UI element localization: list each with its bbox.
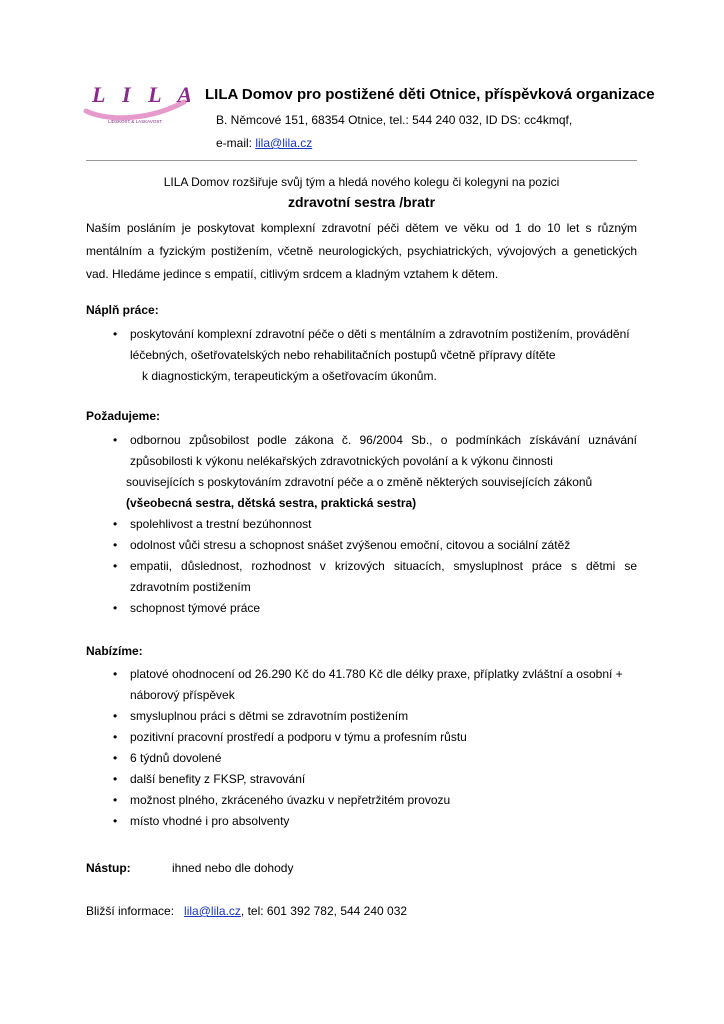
offer-text: pozitivní pracovní prostředí a podporu v týmu a profesním růstu <box>130 730 467 744</box>
duty-line-1: poskytování komplexní zdravotní péče o děti s mentálním a zdravotním postižením, provádění <box>130 327 630 341</box>
bullet-icon: • <box>113 793 118 807</box>
contact-phones: , tel: 601 392 782, 544 240 032 <box>240 904 408 918</box>
bullet-icon: • <box>113 517 118 531</box>
bullet-icon: • <box>113 772 118 786</box>
start-label: Nástup: <box>86 861 131 875</box>
requirement-text: spolehlivost a trestní bezúhonnost <box>130 517 312 531</box>
list-item <box>0 664 724 706</box>
list-item <box>0 769 724 790</box>
position-title: zdravotní sestra /bratr <box>287 194 436 210</box>
duty-line-3: k diagnostickým, terapeutickým a ošetřovacím úkonům. <box>142 369 437 383</box>
offer-text: platové ohodnocení od 26.290 Kč do 41.780 Kč dle délky praxe, příplatky zvláštní a osobní + náborový příspěvek <box>130 667 623 702</box>
email-label: e-mail: <box>216 136 256 150</box>
contact-info <box>86 904 407 918</box>
offer-text: 6 týdnů dovolené <box>130 751 222 765</box>
qualification-line-3: souvisejících s poskytováním zdravotní péče a o změně některých souvisejících zákonů <box>126 475 593 489</box>
list-item <box>0 727 724 748</box>
bullet-icon: • <box>113 751 118 765</box>
lila-logo <box>80 78 190 128</box>
organization-name: LILA Domov pro postižené děti Otnice, příspěvková organizace <box>205 86 655 103</box>
bullet-icon: • <box>113 327 118 341</box>
organization-email-line <box>216 136 312 150</box>
bullet-icon: • <box>113 814 118 828</box>
list-item <box>0 598 724 619</box>
list-item <box>0 514 724 535</box>
offer-text: další benefity z FKSP, stravování <box>130 772 306 786</box>
lila-logo-graphic <box>80 78 190 128</box>
list-item <box>0 430 724 514</box>
list-item <box>0 324 724 387</box>
duties-heading: Náplň práce: <box>86 303 159 317</box>
requirement-text: odolnost vůči stresu a schopnost snášet zvýšenou emoční, citovou a sociální zátěž <box>130 538 571 552</box>
bullet-icon: • <box>113 538 118 552</box>
list-item <box>0 535 724 556</box>
requirement-text: schopnost týmové práce <box>130 601 261 615</box>
list-item <box>0 811 724 832</box>
requirements-list <box>0 430 724 619</box>
requirement-text: empatii, důslednost, rozhodnost v krizových situacích, smysluplnost práce s dětmi se zdravotním postižením <box>130 559 637 594</box>
organization-address: B. Němcové 151, 68354 Otnice, tel.: 544 240 032, ID DS: cc4kmqf, <box>216 113 573 127</box>
offer-text: místo vhodné i pro absolventy <box>130 814 290 828</box>
requirements-heading: Požadujeme: <box>86 409 161 423</box>
offer-text: smysluplnou práci s dětmi se zdravotním postižením <box>130 709 409 723</box>
header-email-link[interactable]: lila@lila.cz <box>255 136 313 150</box>
start-value: ihned nebo dle dohody <box>172 861 294 875</box>
qualification-line-2: způsobilosti k výkonu nelékařských zdravotnických povolání a k výkonu činnosti <box>130 454 553 468</box>
bullet-icon: • <box>113 559 118 573</box>
list-item <box>0 556 724 598</box>
contact-email-link[interactable]: lila@lila.cz <box>184 904 241 918</box>
bullet-icon: • <box>113 667 118 681</box>
list-item <box>0 748 724 769</box>
start-date <box>86 861 293 875</box>
bullet-icon: • <box>113 730 118 744</box>
bullet-icon: • <box>113 601 118 615</box>
intro-text: LILA Domov rozšiřuje svůj tým a hledá nového kolegu či kolegyni na pozici <box>163 175 560 189</box>
logo-tagline: LIDSKOST & LASKAVOST <box>108 119 163 124</box>
duties-list <box>0 324 724 387</box>
logo-text: L I L A <box>92 82 190 107</box>
list-item <box>0 790 724 811</box>
qualification-types: (všeobecná sestra, dětská sestra, praktická sestra) <box>126 496 417 510</box>
list-item <box>0 706 724 727</box>
offer-list <box>0 664 724 832</box>
duty-line-2: léčebných, ošetřovatelských nebo rehabilitačních postupů včetně přípravy dítěte <box>130 348 556 362</box>
header-divider <box>86 160 637 161</box>
contact-label: Bližší informace: <box>86 904 175 918</box>
qualification-line-1: odbornou způsobilost podle zákona č. 96/2004 Sb., o podmínkách získávání uznávání <box>130 433 637 447</box>
bullet-icon: • <box>113 709 118 723</box>
bullet-icon: • <box>113 433 118 447</box>
mission-paragraph: Naším posláním je poskytovat komplexní zdravotní péči dětem ve věku od 1 do 10 let s různým mentálním a fyzickým postižením, včetně neurologických, psychiatrických, vývojových a genetických vad. Hledáme jedince s empatií, citlivým srdcem a kladným vztahem k dětem. <box>86 221 637 281</box>
offer-heading: Nabízíme: <box>86 644 143 658</box>
offer-text: možnost plného, zkráceného úvazku v nepřetržitém provozu <box>130 793 451 807</box>
